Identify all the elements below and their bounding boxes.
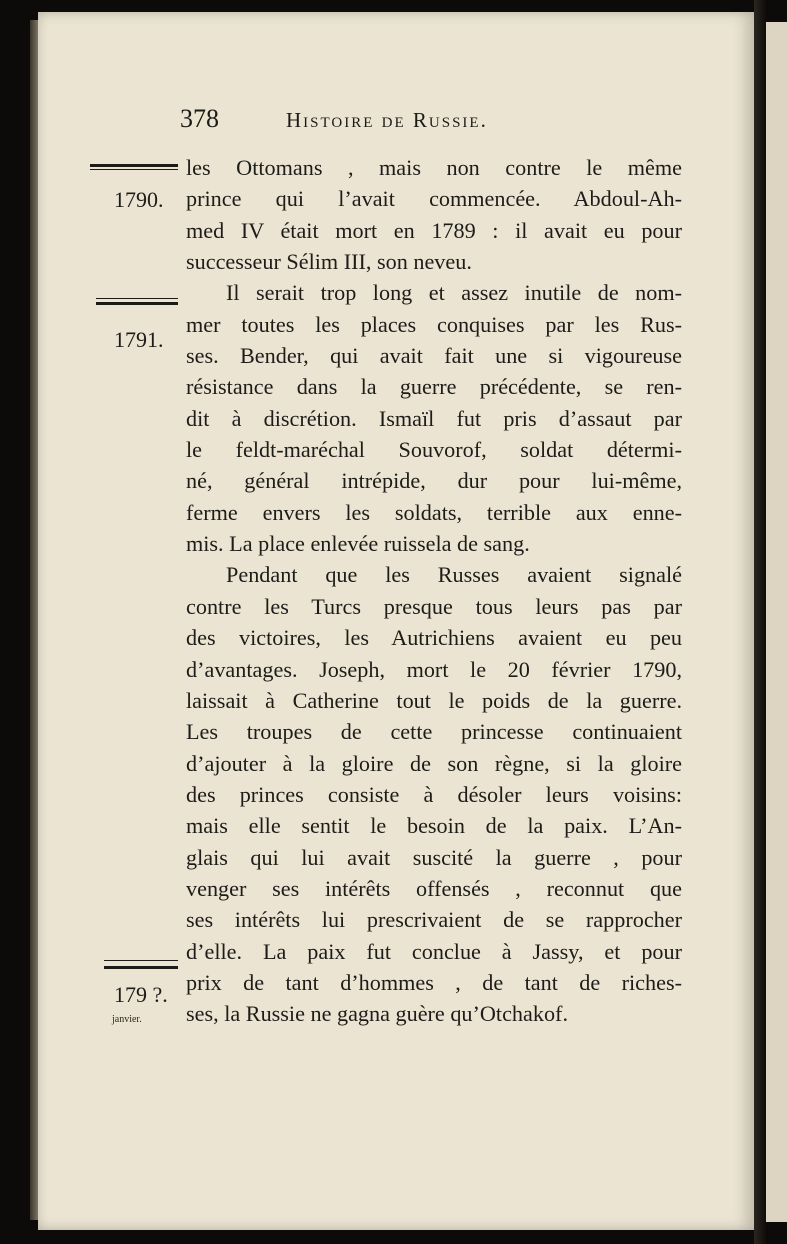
margin-year-1790: 1790.: [114, 187, 164, 212]
text-line: d’avantages. Joseph, mort le 20 février 1790,: [186, 656, 682, 682]
margin-rule: [96, 298, 178, 299]
margin-year-179x: 179 ?.: [114, 982, 168, 1007]
text-line: d’elle. La paix fut conclue à Jassy, et pour: [186, 938, 682, 964]
text-line: ferme envers les soldats, terrible aux enne-: [186, 499, 682, 525]
page-number: 378: [180, 104, 219, 133]
text-line: résistance dans la guerre précédente, se ren-: [186, 374, 682, 400]
margin-note-janvier: janvier.: [112, 1014, 142, 1025]
body-text: [186, 152, 682, 1030]
text-line: d’ajouter à la gloire de son règne, si la gloire: [186, 750, 682, 776]
margin-rule: [104, 960, 178, 961]
text-line: des victoires, les Autrichiens avaient eu peu: [186, 625, 682, 651]
text-line: Les troupes de cette princesse continuaient: [186, 719, 682, 745]
text-line: venger ses intérêts offensés , reconnut que: [186, 875, 682, 901]
margin-rule: [90, 169, 178, 170]
text-line: dit à discrétion. Ismaïl fut pris d’assaut par: [186, 405, 682, 431]
text-line: mais elle sentit le besoin de la paix. L’An-: [186, 813, 682, 839]
page-header: [180, 104, 680, 144]
text-line: mis. La place enlevée ruissela de sang.: [186, 531, 530, 557]
margin-rule: [90, 164, 178, 167]
text-line: prix de tant d’hommes , de tant de riches-: [186, 969, 682, 995]
margin-rule: [96, 302, 178, 305]
text-line: glais qui lui avait suscité la guerre , pour: [186, 844, 682, 870]
margin-rule: [104, 966, 178, 969]
text-line: mer toutes les places conquises par les Rus-: [186, 311, 682, 337]
text-line: successeur Sélim III, son neveu.: [186, 249, 472, 275]
text-line: né, général intrépide, dur pour lui-même,: [186, 468, 682, 494]
text-line: contre les Turcs presque tous leurs pas par: [186, 593, 682, 619]
text-line: ses. Bender, qui avait fait une si vigoureuse: [186, 343, 682, 369]
text-line: le feldt-maréchal Souvorof, soldat détermi-: [186, 437, 682, 463]
text-line: les Ottomans , mais non contre le même: [186, 155, 682, 180]
paragraph-start: Pendant que les Russes avaient signalé: [226, 562, 682, 588]
text-line: laissait à Catherine tout le poids de la guerre.: [186, 687, 682, 713]
text-line: des princes consiste à désoler leurs voisins:: [186, 781, 682, 807]
text-line: prince qui l’avait commencée. Abdoul-Ah-: [186, 186, 682, 212]
running-title: Histoire de Russie.: [286, 108, 488, 132]
text-line: ses, la Russie ne gagna guère qu’Otchakof.: [186, 1001, 568, 1027]
margin-year-1791: 1791.: [114, 327, 164, 352]
paragraph-start: Il serait trop long et assez inutile de nom-: [226, 280, 682, 306]
text-line: med IV était mort en 1789 : il avait eu pour: [186, 217, 682, 243]
facing-page-edge: [766, 22, 787, 1222]
text-line: ses intérêts lui prescrivaient de se rapprocher: [186, 907, 682, 933]
